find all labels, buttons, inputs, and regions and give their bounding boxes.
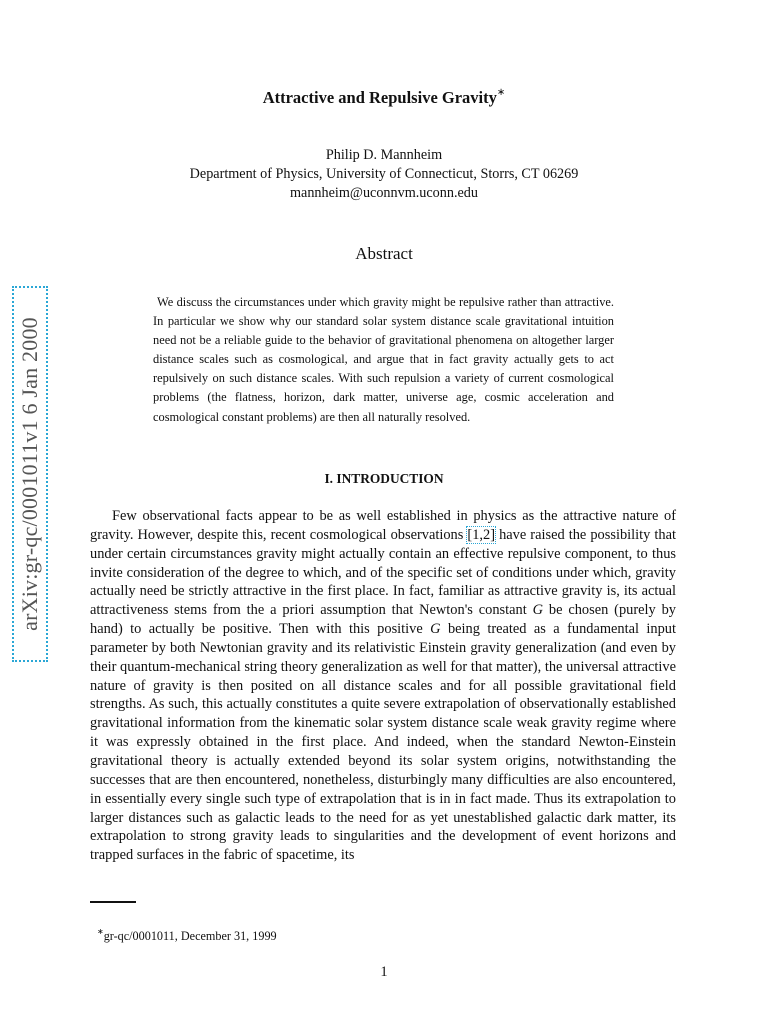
footnote-divider <box>90 901 136 903</box>
introduction-paragraph <box>90 507 676 865</box>
paper-title-text: Attractive and Repulsive Gravity <box>262 88 497 107</box>
newton-constant-symbol: G <box>430 621 441 638</box>
citation-link[interactable]: [1,2] <box>467 526 495 543</box>
author-email: mannheim@uconnvm.uconn.edu <box>289 185 478 201</box>
intro-text-mid2: be chosen (purely by hand) to actually be positive. Then with this positive <box>90 602 676 638</box>
intro-text-end: being treated as a fundamental input parameter by both Newtonian gravity and its relativistic Einstein gravity generalization (and even by their quantum-mechanical string theory generalization as well for that matter), the universal attractive nature of gravity is then posited on all distance scales and for all possible gravitational field strengths. As such, this actually constitutes a quite severe extrapolation of observationally established gravitational information from the kinematic solar system distance scale weak gravity regime where it was expressly obtained in the first place. And indeed, when the standard Newton-Einstein gravitational theory is actually extended beyond its solar system origins, notwithstanding the successes that are then encountered, nonetheless, disturbingly many difficulties are also encountered, in essentially every single such type of extrapolation that is in in fact made. Thus its extrapolation to larger distances such as galactic leads to the need for as yet unestablished galactic dark matter, its extrapolation to strong gravity leads to singularities and the development of event horizons and trapped surfaces in the fabric of spacetime, its <box>90 621 676 864</box>
newton-constant-symbol: G <box>532 602 543 619</box>
paper-title <box>0 88 768 108</box>
footnote <box>97 928 277 944</box>
page-number: 1 <box>380 964 388 980</box>
intro-text-start: Few observational facts appear to be as well established in physics as the attractive nature of gravity. However, despite this, recent cosmological observations <box>90 508 676 543</box>
intro-text-mid1: have raised the possibility that under certain circumstances gravity might actually contain an effective repulsive component, to thus invite consideration of the degree to which, and of the specific set of conditions under which, gravity actually need be strictly attractive in the first place. In fact, familiar as attractive gravity is, its actual attractiveness stems from the a priori assumption that Newton's constant <box>90 526 676 619</box>
title-footnote-marker[interactable]: ∗ <box>496 86 506 98</box>
abstract-heading: Abstract <box>355 244 413 263</box>
abstract-text: We discuss the circumstances under which gravity might be repulsive rather than attractive. In particular we show why our standard solar system distance scale gravitational intuition need not be a reliable guide to the behavior of gravitational phenomena on altogether larger distance scales such as cosmological, and argue that in fact gravity actually gets to act repulsively on such distance scales. With such repulsion a variety of current cosmological problems (the flatness, horizon, dark matter, universe age, cosmic acceleration and cosmological constant problems) are then all naturally resolved. <box>153 295 614 424</box>
arxiv-identifier-text: arXiv:gr-qc/0001011v1 6 Jan 2000 <box>17 317 43 631</box>
author-name: Philip D. Mannheim <box>325 147 443 163</box>
footnote-text: gr-qc/0001011, December 31, 1999 <box>103 929 277 944</box>
section-heading-introduction: I. INTRODUCTION <box>324 471 444 486</box>
footnote-marker: ∗ <box>97 927 104 936</box>
author-affiliation: Department of Physics, University of Connecticut, Storrs, CT 06269 <box>189 166 579 182</box>
